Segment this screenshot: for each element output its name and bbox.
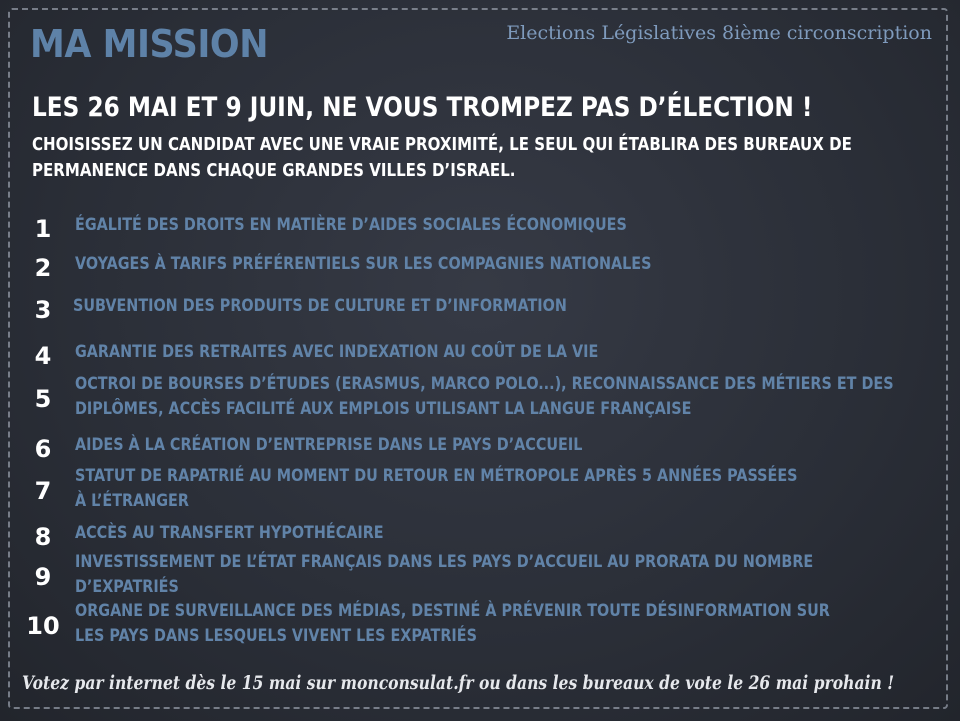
item-line: DIPLÔMES, ACCÈS FACILITÉ AUX EMPLOIS UTILISANT LA LANGUE FRANÇAISE — [75, 399, 692, 419]
item-number: 5 — [34, 385, 52, 413]
item-number: 3 — [34, 296, 52, 324]
item-text — [75, 213, 945, 238]
item-number: 6 — [34, 435, 52, 463]
headline: LES 26 MAI ET 9 JUIN, NE VOUS TROMPEZ PAS D’ÉLECTION ! — [32, 92, 813, 123]
item-line: SUBVENTION DES PRODUITS DE CULTURE ET D’INFORMATION — [73, 296, 567, 316]
item-line: VOYAGES À TARIFS PRÉFÉRENTIELS SUR LES COMPAGNIES NATIONALES — [75, 254, 652, 274]
item-text — [75, 252, 945, 277]
item-text — [75, 550, 945, 600]
item-text — [75, 599, 945, 649]
item-text — [73, 294, 943, 319]
item-text — [75, 372, 945, 422]
item-number: 1 — [34, 215, 52, 243]
item-number: 9 — [34, 563, 52, 591]
intro-line: PERMANENCE DANS CHAQUE GRANDES VILLES D’ISRAEL. — [32, 161, 516, 181]
item-line: À L’ÉTRANGER — [75, 491, 189, 511]
item-number: 8 — [34, 523, 52, 551]
item-line: AIDES À LA CRÉATION D’ENTREPRISE DANS LE PAYS D’ACCUEIL — [75, 435, 583, 455]
item-number: 10 — [26, 612, 60, 640]
item-line: ORGANE DE SURVEILLANCE DES MÉDIAS, DESTINÉ À PRÉVENIR TOUTE DÉSINFORMATION SUR — [75, 601, 830, 621]
intro-text — [32, 132, 918, 184]
item-number: 2 — [34, 254, 52, 282]
item-line: ACCÈS AU TRANSFERT HYPOTHÉCAIRE — [75, 523, 384, 543]
item-line: ÉGALITÉ DES DROITS EN MATIÈRE D’AIDES SOCIALES ÉCONOMIQUES — [75, 215, 627, 235]
item-line: GARANTIE DES RETRAITES AVEC INDEXATION AU COÛT DE LA VIE — [75, 342, 599, 362]
item-text — [75, 521, 945, 546]
item-text — [75, 464, 945, 514]
item-number: 7 — [34, 477, 52, 505]
item-line: STATUT DE RAPATRIÉ AU MOMENT DU RETOUR EN MÉTROPOLE APRÈS 5 ANNÉES PASSÉES — [75, 466, 798, 486]
page-title: MA MISSION — [30, 22, 268, 66]
item-line: D’EXPATRIÉS — [75, 577, 179, 597]
voting-footer: Votez par internet dès le 15 mai sur monconsulat.fr ou dans les bureaux de vote le 26 mai prohain ! — [22, 672, 895, 694]
item-number: 4 — [34, 342, 52, 370]
item-text — [75, 340, 945, 365]
item-line: LES PAYS DANS LESQUELS VIVENT LES EXPATRIÉS — [75, 626, 477, 646]
intro-line: CHOISISSEZ UN CANDIDAT AVEC UNE VRAIE PROXIMITÉ, LE SEUL QUI ÉTABLIRA DES BUREAUX DE — [32, 135, 852, 155]
election-subtitle: Elections Législatives 8ième circonscription — [506, 22, 932, 44]
item-line: INVESTISSEMENT DE L’ÉTAT FRANÇAIS DANS LES PAYS D’ACCUEIL AU PRORATA DU NOMBRE — [75, 552, 814, 572]
item-line: OCTROI DE BOURSES D’ÉTUDES (ERASMUS, MARCO POLO...), RECONNAISSANCE DES MÉTIERS ET DES — [75, 374, 894, 394]
item-text — [75, 433, 945, 458]
